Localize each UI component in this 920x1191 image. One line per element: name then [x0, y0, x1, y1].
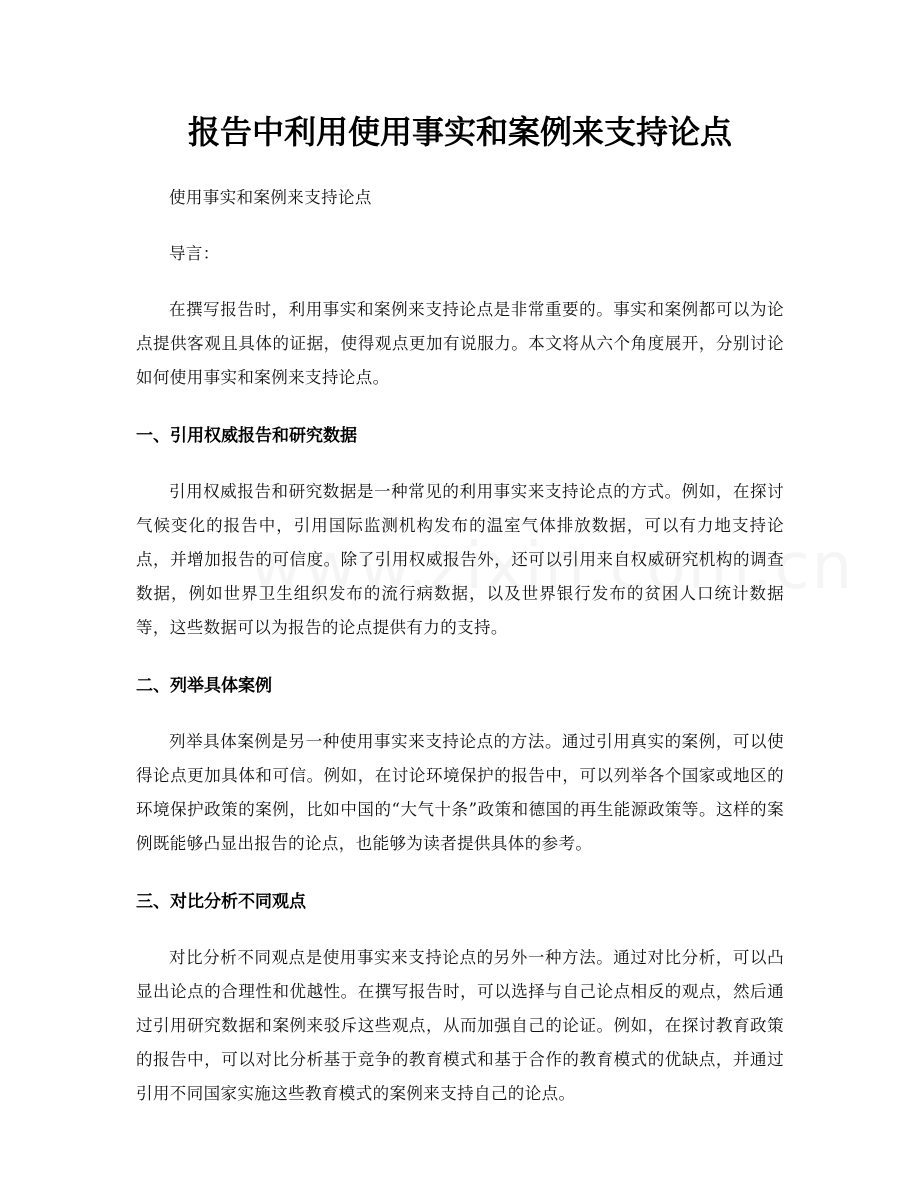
intro-label: 导言：: [169, 244, 220, 263]
section-heading: 三、对比分析不同观点: [136, 892, 306, 912]
section-2: [136, 669, 784, 861]
section-heading: 一、引用权威报告和研究数据: [136, 426, 357, 446]
section-paragraph: 引用权威报告和研究数据是一种常见的利用事实来支持论点的方式。例如，在探讨气候变化的报告中，引用国际监测机构发布的温室气体排放数据，可以有力地支持论点，并增加报告的可信度。除了引用权威报告外，还可以引用来自权威研究机构的调查数据，例如世界卫生组织发布的流行病数据，以及世界银行发布的贫困人口统计数据等，这些数据可以为报告的论点提供有力的支持。: [136, 482, 784, 637]
intro-paragraph: 在撰写报告时，利用事实和案例来支持论点是非常重要的。事实和案例都可以为论点提供客观且具体的证据，使得观点更加有说服力。本文将从六个角度展开，分别讨论如何使用事实和案例来支持论点。: [136, 300, 784, 387]
section-3: [136, 885, 784, 1111]
document-body: [136, 181, 784, 1135]
section-paragraph: 列举具体案例是另一种使用事实来支持论点的方法。通过引用真实的案例，可以使得论点更加具体和可信。例如，在讨论环境保护的报告中，可以列举各个国家或地区的环境保护政策的案例，比如中国的“大气十条”政策和德国的再生能源政策等。这样的案例既能够凸显出报告的论点，也能够为读者提供具体的参考。: [136, 732, 784, 853]
section-1: [136, 419, 784, 645]
document-title: 报告中利用使用事实和案例来支持论点: [187, 113, 732, 151]
section-heading: 二、列举具体案例: [136, 676, 272, 696]
section-paragraph: 对比分析不同观点是使用事实来支持论点的另外一种方法。通过对比分析，可以凸显出论点的合理性和优越性。在撰写报告时，可以选择与自己论点相反的观点，然后通过引用研究数据和案例来驳斥这些观点，从而加强自己的论证。例如，在探讨教育政策的报告中，可以对比分析基于竞争的教育模式和基于合作的教育模式的优缺点，并通过引用不同国家实施这些教育模式的案例来支持自己的论点。: [136, 948, 784, 1103]
subtitle-paragraph: 使用事实和案例来支持论点: [169, 188, 372, 207]
